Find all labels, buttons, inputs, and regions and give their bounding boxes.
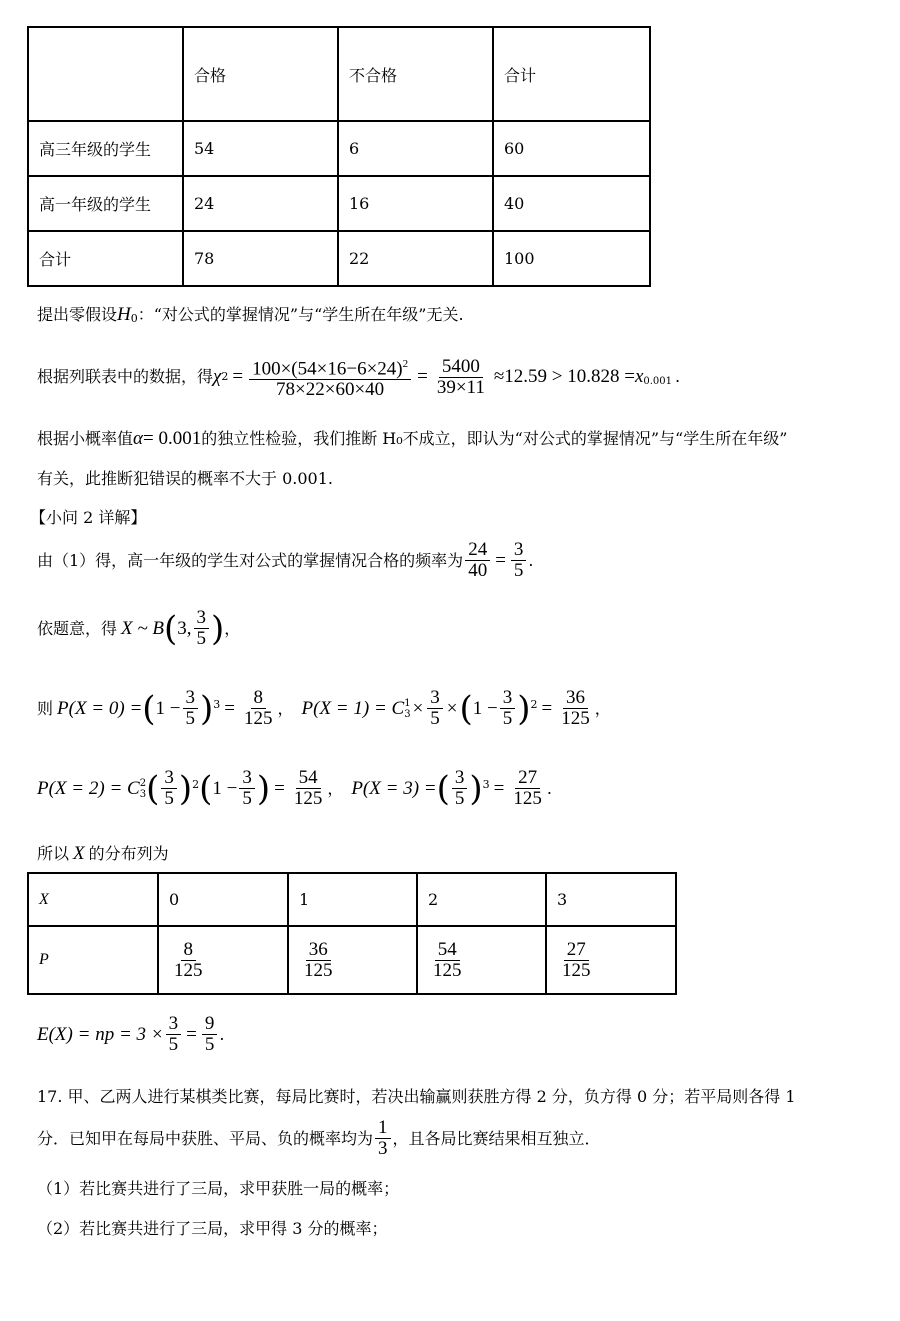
c-sup: 1 [404, 697, 411, 709]
table-cell: 1 [288, 873, 417, 926]
table-cell: 78 [183, 231, 338, 286]
fraction-denominator: 125 [433, 959, 462, 981]
prob-fraction [430, 940, 465, 981]
left-paren: ( [142, 688, 156, 729]
equals: = [541, 697, 553, 719]
right-paren: ) [211, 608, 225, 649]
table-cell: 0 [158, 873, 288, 926]
table-cell: 合格 [183, 27, 338, 121]
fraction-numerator: 36 [306, 940, 331, 961]
table-cell: X [28, 873, 158, 926]
left-paren: ( [436, 768, 450, 809]
equals: = [232, 366, 244, 388]
table-cell [288, 926, 417, 994]
dist-label [37, 843, 169, 865]
p1-lhs: P(X = 1) = C [301, 697, 405, 719]
fraction-numerator: 9 [202, 1014, 218, 1035]
fraction-denominator: 39×11 [436, 376, 485, 398]
chi-prefix: 根据列联表中的数据，得 [37, 367, 214, 387]
fraction-sup: 2 [402, 358, 409, 370]
fraction-denominator: 5 [430, 708, 440, 729]
fraction-denominator: 125 [304, 959, 333, 981]
table-row [28, 176, 650, 231]
x-critical-sub: 0.001 [643, 376, 673, 388]
chi-sup: 2 [221, 370, 229, 383]
q17-text: 17. 甲、乙两人进行某棋类比赛，每局比赛时，若决出输赢则获胜方得 2 分，负方得 0 分；若平局则各得 1 [37, 1087, 796, 1106]
test-line-1 [37, 428, 787, 450]
right-paren: ) [469, 768, 483, 809]
q17-line-2 [37, 1118, 601, 1159]
hypothesis-line [37, 300, 464, 330]
chi-result: ≈12.59 > 10.828 = [493, 366, 635, 388]
fraction-denominator: 5 [185, 708, 196, 729]
dist-prefix: 依题意，得 [37, 618, 118, 638]
fraction-numerator: 36 [563, 688, 588, 709]
period: . [546, 778, 552, 798]
prob-fraction [301, 940, 336, 981]
equals: = [417, 366, 428, 388]
q17-suffix: ，且各局比赛结果相互独立． [392, 1128, 601, 1148]
equals: = [186, 1023, 197, 1045]
left-paren: ( [459, 688, 473, 729]
power: 3 [482, 778, 490, 791]
fraction-numerator: 3 [183, 688, 199, 709]
fraction-numerator: 5400 [439, 357, 483, 378]
table-cell: 合计 [28, 231, 183, 286]
power: 3 [213, 698, 221, 711]
fraction-numerator: 3 [427, 688, 443, 709]
fraction-numerator: 27 [564, 940, 589, 961]
freq-prefix: 由（1）得，高一年级的学生对公式的掌握情况合格的频率为 [37, 550, 464, 570]
fraction [161, 768, 177, 809]
binomial-line [37, 608, 240, 649]
fraction-numerator: 3 [511, 540, 527, 561]
equals: = [493, 777, 505, 799]
fraction-numerator: 3 [452, 768, 468, 789]
p0-p1-line [37, 688, 611, 729]
prob-fraction [559, 940, 594, 981]
binomial-n: 3, [177, 617, 192, 639]
table-cell: 2 [417, 873, 546, 926]
p2-result [291, 768, 326, 809]
fraction-numerator: 27 [515, 768, 540, 789]
p2-p3-line [37, 768, 552, 809]
h-symbol: H [117, 304, 131, 325]
hypothesis-suffix: ：“对公式的掌握情况”与“学生所在年级”无关. [137, 305, 464, 324]
p2-lhs: P(X = 2) = C [37, 777, 140, 799]
equals: = [495, 549, 506, 571]
fraction [500, 688, 516, 729]
comma: ， [594, 698, 611, 718]
fraction-denominator: 5 [196, 628, 207, 649]
fraction-denominator: 125 [244, 708, 273, 729]
period: . [675, 367, 681, 387]
fraction-numerator: 24 [465, 540, 490, 561]
sub2-title [30, 507, 146, 529]
chi-fraction-2 [434, 357, 488, 398]
fraction-denominator: 5 [454, 788, 465, 809]
table-row-p [28, 926, 676, 994]
freq-fraction-1 [465, 540, 490, 581]
hypothesis-prefix: 提出零假设 [37, 305, 118, 324]
fraction-numerator: 54 [435, 940, 460, 961]
expectation-lhs: E(X) = np = 3 × [37, 1023, 164, 1045]
table-row [28, 231, 650, 286]
one-minus: 1 − [472, 697, 498, 719]
table-cell: 3 [546, 873, 676, 926]
table-cell [28, 27, 183, 121]
fraction-denominator: 5 [164, 788, 174, 809]
table-cell: 40 [493, 176, 650, 231]
table-row-x [28, 873, 676, 926]
p0-lhs: P(X = 0) = [57, 697, 143, 719]
fraction-denominator: 5 [242, 788, 252, 809]
right-paren: ) [200, 688, 214, 729]
left-paren: ( [199, 768, 213, 809]
table-cell: 24 [183, 176, 338, 231]
chi-square-line [37, 354, 680, 400]
c-sup: 2 [139, 777, 147, 789]
frequency-line [37, 540, 534, 581]
h-subscript: 0 [130, 312, 138, 325]
p3-result [510, 768, 545, 809]
fraction-numerator: 3 [161, 768, 177, 789]
dist-label-prefix: 所以 [37, 844, 70, 863]
fraction-denominator: 40 [468, 560, 488, 581]
table-cell: 高三年级的学生 [28, 121, 183, 176]
power: 2 [530, 698, 538, 711]
x-critical: x [634, 366, 644, 388]
period: . [219, 1024, 225, 1044]
table-cell [158, 926, 288, 994]
table-cell [417, 926, 546, 994]
table-cell: 100 [493, 231, 650, 286]
fraction-numerator: 100×(54×16−6×24) [252, 358, 403, 380]
binomial-expr: X ~ B [121, 617, 165, 639]
right-paren: ) [517, 688, 531, 729]
x-symbol: X [73, 843, 85, 864]
fraction-numerator: 8 [251, 688, 267, 709]
one-minus: 1 − [155, 697, 181, 719]
fraction-denominator: 125 [293, 788, 323, 809]
prob-fraction [171, 940, 206, 981]
left-paren: ( [164, 608, 178, 649]
table-cell: 不合格 [338, 27, 493, 121]
fraction [239, 768, 255, 809]
table-cell [546, 926, 676, 994]
times: × [446, 697, 458, 719]
fraction [375, 1118, 391, 1159]
fraction [427, 688, 443, 729]
p0-result [241, 688, 276, 729]
test-suffix: 的独立性检验，我们推断 H₀不成立，即认为“对公式的掌握情况”与“学生所在年级” [201, 429, 788, 448]
fraction-denominator: 5 [502, 708, 513, 729]
fraction-numerator: 3 [500, 688, 516, 709]
contingency-table [27, 26, 651, 287]
table-row [28, 121, 650, 176]
test-prefix: 根据小概率值 [37, 429, 134, 448]
table-cell: 高一年级的学生 [28, 176, 183, 231]
fraction-numerator: 54 [296, 768, 321, 789]
fraction-denominator: 125 [561, 708, 590, 729]
period: . [528, 550, 534, 570]
fraction-denominator: 5 [513, 560, 524, 581]
p3-lhs: P(X = 3) = [351, 777, 437, 799]
one-minus: 1 − [212, 777, 238, 799]
q17-prefix: 分．已知甲在每局中获胜、平局、负的概率均为 [37, 1128, 374, 1148]
fraction-numerator: 8 [181, 940, 197, 961]
c-sub: 3 [139, 788, 147, 800]
comma: ， [327, 778, 344, 798]
q17-sub1-text: （1）若比赛共进行了三局，求甲获胜一局的概率； [37, 1179, 400, 1198]
power: 2 [192, 778, 200, 791]
q17-sub2 [37, 1218, 388, 1240]
table-cell: 16 [338, 176, 493, 231]
fraction-denominator: 5 [168, 1034, 179, 1055]
fraction-numerator: 3 [194, 608, 210, 629]
fraction-numerator: 3 [166, 1014, 182, 1035]
fraction [166, 1014, 182, 1055]
distribution-table [27, 872, 677, 995]
q17-sub2-text: （2）若比赛共进行了三局，求甲得 3 分的概率； [37, 1219, 388, 1238]
fraction [452, 768, 468, 809]
table-cell: 22 [338, 231, 493, 286]
alpha-symbol: α [133, 428, 143, 449]
fraction-denominator: 125 [174, 959, 203, 981]
freq-fraction-2 [511, 540, 527, 581]
p1-result [558, 688, 593, 729]
comma: ， [224, 618, 241, 638]
chi-fraction-1 [249, 354, 411, 400]
right-paren: ) [178, 768, 193, 809]
table-cell: 54 [183, 121, 338, 176]
c-indices [404, 698, 410, 720]
right-paren: ) [256, 768, 271, 809]
equals: = [274, 777, 285, 799]
times: × [412, 697, 424, 719]
fraction-denominator: 78×22×60×40 [276, 379, 385, 401]
fraction-denominator: 125 [513, 788, 542, 809]
test-conclusion: 有关，此推断犯错误的概率不大于 0.001. [37, 469, 333, 488]
c-sub: 3 [404, 708, 411, 720]
expectation-line [37, 1014, 224, 1055]
equals: = [224, 697, 235, 719]
fraction-denominator: 125 [562, 959, 591, 981]
table-cell: P [28, 926, 158, 994]
table-header-row [28, 27, 650, 121]
fraction-denominator: 5 [204, 1034, 215, 1055]
comma: ， [277, 698, 294, 718]
table-cell: 60 [493, 121, 650, 176]
chi-symbol: χ [213, 366, 222, 388]
fraction-denominator: 3 [378, 1138, 388, 1159]
dist-label-suffix: 的分布列为 [88, 844, 169, 863]
binomial-p [194, 608, 210, 649]
table-cell: 6 [338, 121, 493, 176]
fraction [183, 688, 199, 729]
ze-text: 则 [37, 698, 54, 718]
fraction-numerator: 1 [375, 1118, 391, 1139]
fraction-numerator: 3 [239, 768, 255, 789]
test-line-2 [37, 468, 333, 490]
left-paren: ( [146, 768, 160, 809]
expectation-result [202, 1014, 218, 1055]
table-cell: 合计 [493, 27, 650, 121]
q17-line-1 [37, 1086, 796, 1108]
q17-sub1 [37, 1178, 399, 1200]
alpha-value: = 0.001 [143, 428, 202, 449]
sub2-title-text: 【小问 2 详解】 [30, 508, 147, 527]
